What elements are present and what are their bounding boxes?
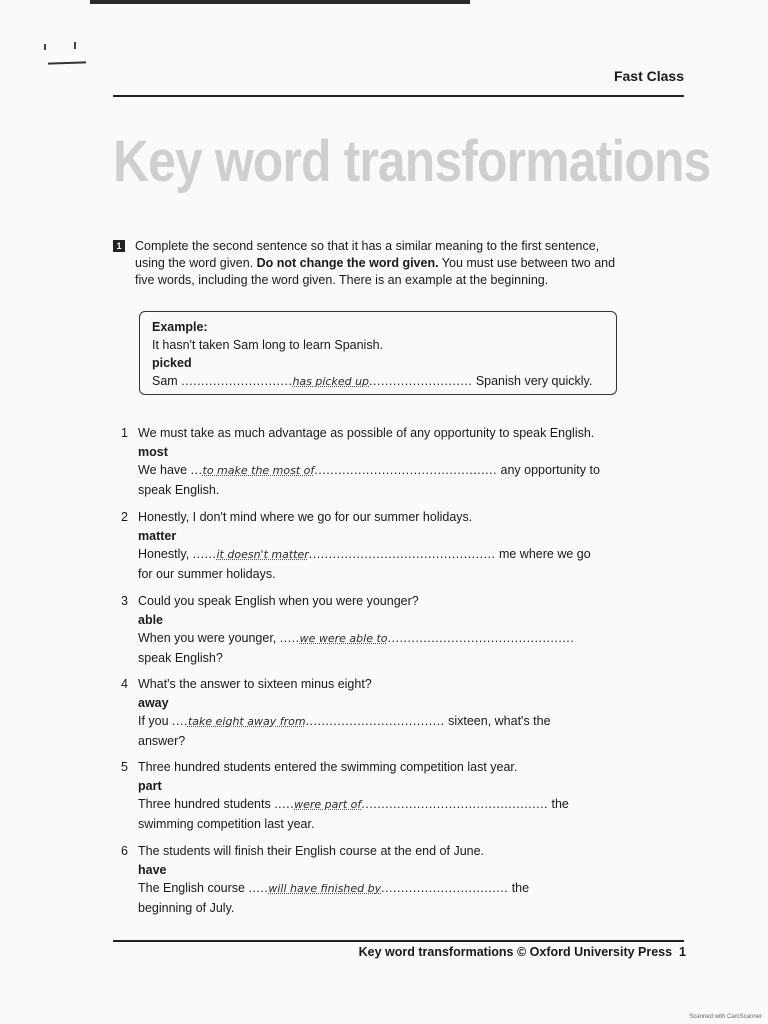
footer (359, 945, 686, 959)
handwritten-answer[interactable]: will have finished by (268, 882, 382, 895)
pen-mark (48, 61, 86, 64)
series-name: Fast Class (613, 68, 684, 84)
example-answer: has picked up (292, 375, 370, 388)
answer-continuation: swimming competition last year. (138, 816, 315, 831)
question-4: 4 What's the answer to sixteen minus eight? away If you ....take eight away from................................... sixteen, what's the answer? (121, 675, 621, 750)
exercise-number: 1 (113, 240, 125, 252)
question-keyword: most (138, 444, 168, 459)
answer-line: Three hundred students .....were part of............................................... the (138, 797, 569, 811)
question-1: 1 We must take as much advantage as possible of any opportunity to speak English. most We have ...to make the most of.............................................. any opportunity to speak English. (121, 424, 621, 499)
handwritten-answer[interactable]: we were able to (299, 632, 388, 645)
scanner-watermark: Scanned with CamScanner (689, 1014, 762, 1020)
answer-continuation: speak English? (138, 650, 223, 665)
question-keyword: have (138, 862, 167, 877)
page-title: Key word transformations (113, 129, 711, 194)
answer-line: If you ....take eight away from................................... sixteen, what's the (138, 714, 551, 728)
question-sentence: What's the answer to sixteen minus eight? (138, 677, 372, 691)
answer-continuation: speak English. (138, 482, 220, 497)
answer-line: The English course .....will have finished by................................ the (138, 881, 530, 895)
page-number: 1 (679, 945, 686, 959)
example-keyword: picked (152, 356, 192, 370)
instructions (113, 238, 618, 289)
question-keyword: part (138, 778, 162, 793)
question-keyword: able (138, 612, 164, 627)
handwritten-answer[interactable]: were part of (294, 798, 362, 811)
question-sentence: Honestly, I don't mind where we go for our summer holidays. (138, 510, 473, 524)
header-rule (113, 95, 684, 97)
question-sentence: Three hundred students entered the swimming competition last year. (138, 760, 518, 774)
example-box (139, 311, 617, 395)
footer-text: Key word transformations © Oxford University Press (358, 945, 673, 959)
example-answer-line: Sam ............................has picked up.......................... Spanish very quickly. (152, 374, 593, 388)
answer-line: We have ...to make the most of.............................................. any opportunity to (138, 463, 600, 477)
handwritten-answer[interactable]: it doesn't matter (216, 548, 309, 561)
instruction-text: Complete the second sentence so that it has a similar meaning to the first sentence, using the word given. Do not change the word given. You must use between two and five words, including the word given. There is an example at the beginning. (135, 239, 616, 287)
answer-line: When you were younger, .....we were able to............................................... (138, 631, 575, 645)
footer-rule (113, 940, 684, 942)
answer-continuation: answer? (138, 733, 186, 748)
scan-speck (74, 42, 76, 49)
scan-speck (44, 44, 46, 50)
question-keyword: away (138, 695, 169, 710)
example-sentence: It hasn't taken Sam long to learn Spanish. (152, 338, 383, 352)
question-sentence: Could you speak English when you were younger? (138, 594, 419, 608)
handwritten-answer[interactable]: to make the most of (202, 464, 315, 477)
question-sentence: We must take as much advantage as possible of any opportunity to speak English. (138, 426, 595, 440)
question-3: 3 Could you speak English when you were younger? able When you were younger, .....we were able to............................................... speak English? (121, 592, 621, 667)
question-sentence: The students will finish their English course at the end of June. (138, 844, 485, 858)
question-5: 5 Three hundred students entered the swimming competition last year. part Three hundred students .....were part of............................................... the swimming competition last year. (121, 758, 621, 833)
question-2: 2 Honestly, I don't mind where we go for our summer holidays. matter Honestly, ......it doesn't matter............................................... me where we go for our summer holidays. (121, 508, 621, 583)
example-label: Example: (152, 320, 208, 334)
handwritten-answer[interactable]: take eight away from (187, 715, 306, 728)
question-keyword: matter (138, 528, 177, 543)
scan-edge (90, 0, 470, 4)
answer-line: Honestly, ......it doesn't matter............................................... me where we go (138, 547, 591, 561)
question-6: 6 The students will finish their English course at the end of June. have The English course .....will have finished by................................ the beginning of July. (121, 842, 621, 917)
answer-continuation: for our summer holidays. (138, 566, 276, 581)
answer-continuation: beginning of July. (138, 900, 235, 915)
